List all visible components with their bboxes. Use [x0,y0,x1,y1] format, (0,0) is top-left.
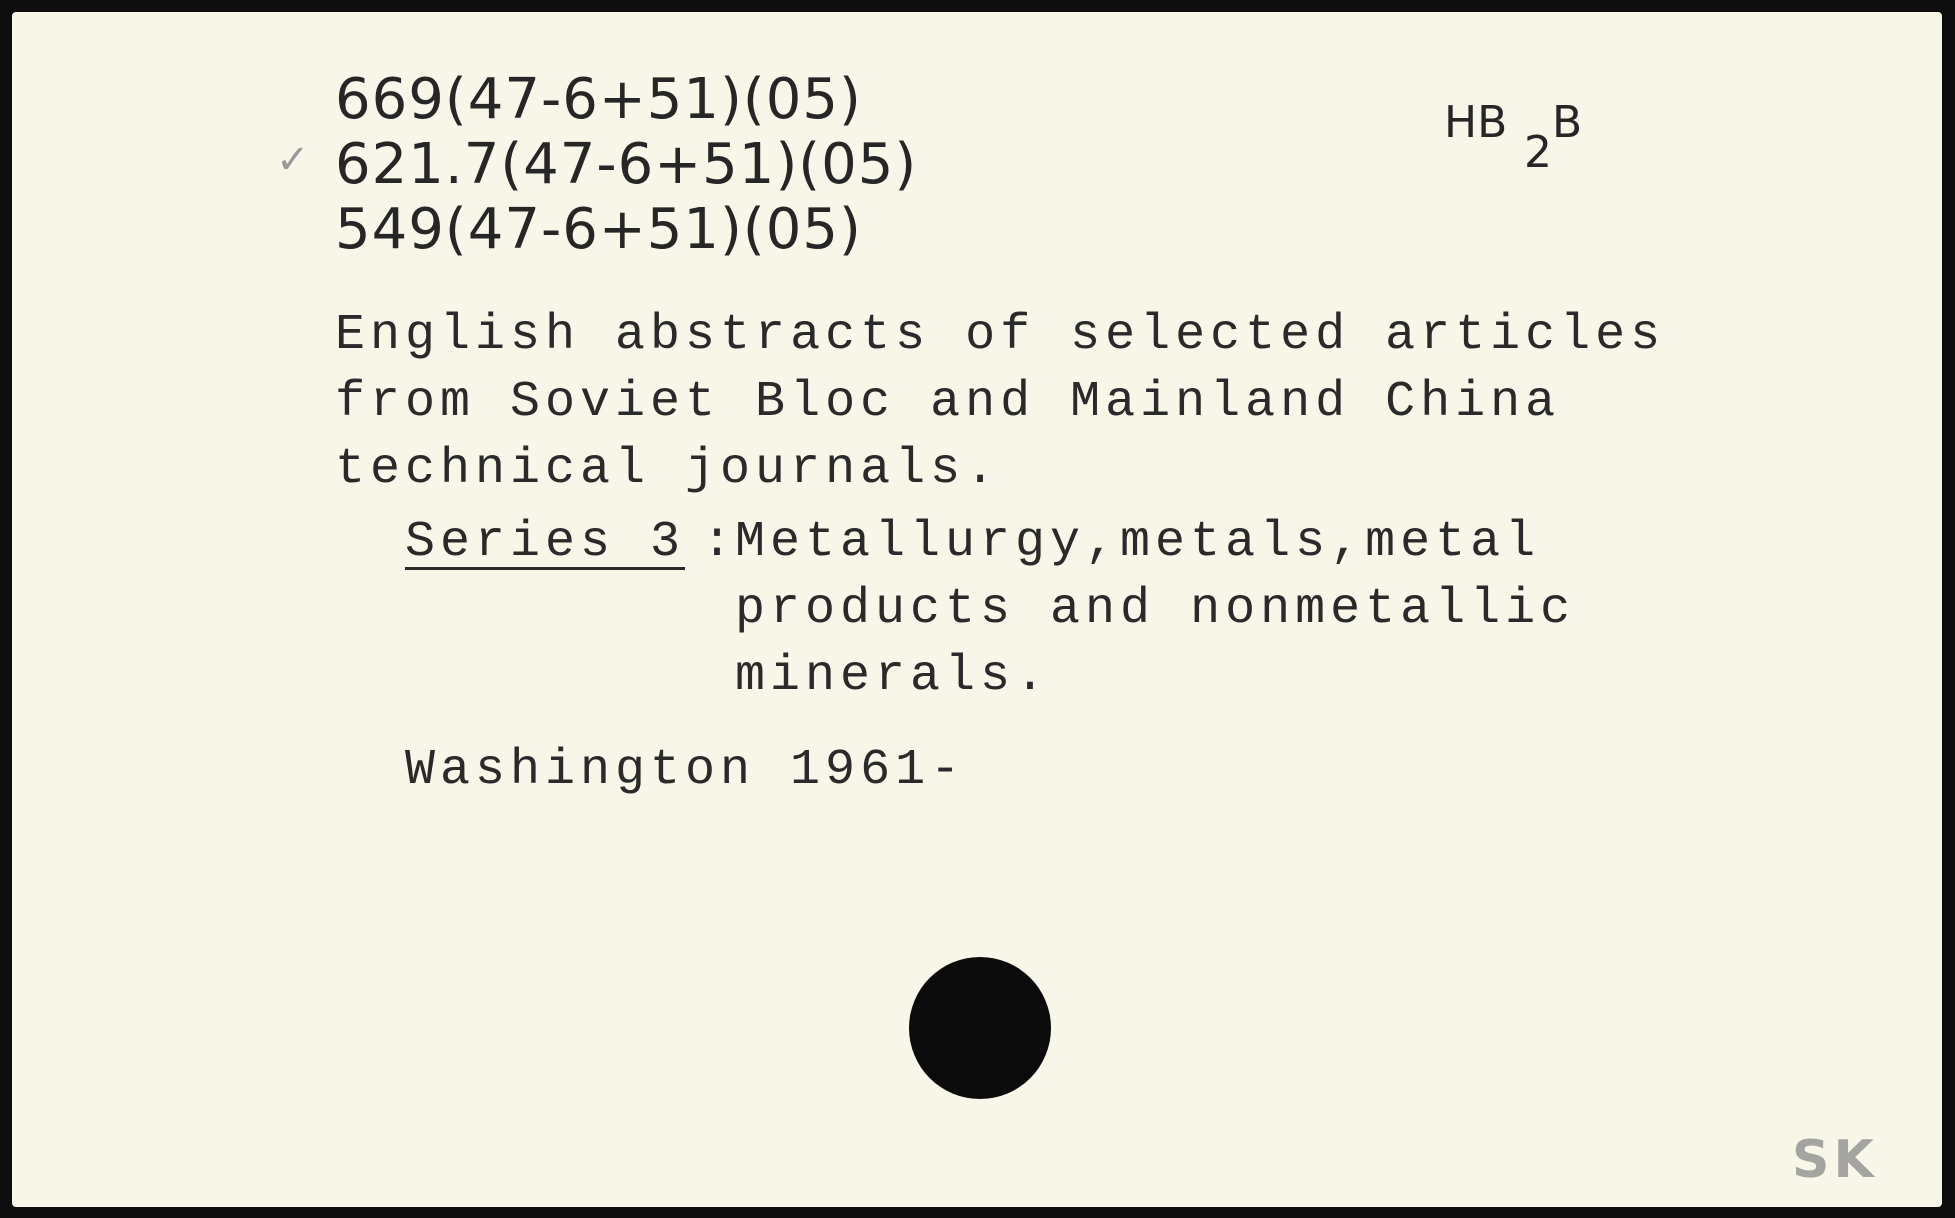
title-line: English abstracts of selected articles [335,307,1666,364]
series-description-line: minerals. [735,648,1051,705]
catalog-card [12,12,1942,1207]
call-number-prefix: HB [1444,97,1508,148]
classification-number: 549(47-6+51)(05) [335,197,862,262]
series-separator: : [702,514,738,571]
title-line: from Soviet Bloc and Mainland China [335,374,1561,431]
check-mark-icon: ✓ [276,137,310,183]
call-number-subscript: 2 [1524,127,1552,178]
call-number-suffix: B [1552,97,1583,148]
series-description-line: products and nonmetallic [735,581,1576,638]
classification-number: 669(47-6+51)(05) [335,67,862,132]
classification-number: 621.7(47-6+51)(05) [335,132,918,197]
imprint: Washington 1961- [405,742,966,799]
title-line: technical journals. [335,441,1001,498]
punch-hole [909,957,1051,1099]
series-label: Series 3 [405,514,686,571]
cataloger-initials: SK [1792,1130,1878,1190]
series-description-line: Metallurgy,metals,metal [735,514,1541,571]
